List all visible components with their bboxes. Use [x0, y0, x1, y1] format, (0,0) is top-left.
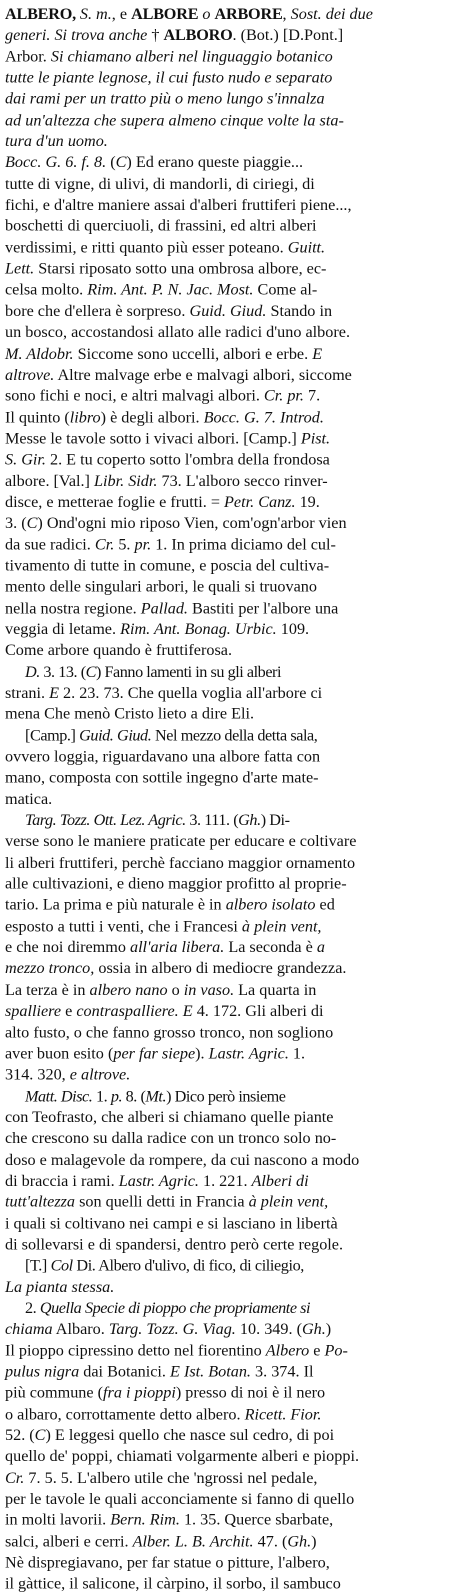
text-run: Arbor.	[5, 48, 51, 66]
entry-line	[5, 1213, 463, 1234]
text-run: tutte di vigne, di ulivi, di mandorli, di ciriegi, di	[5, 175, 315, 193]
italic-text: Lett.	[5, 260, 35, 278]
entry-line	[5, 301, 463, 322]
text-run: celsa molto.	[5, 281, 88, 299]
text-run: 19.	[295, 493, 320, 511]
italic-text: à plein vent,	[241, 917, 322, 935]
entry-line	[5, 1319, 463, 1340]
text-run: 52. (	[5, 1426, 35, 1445]
italic-text: Libr. Sidr.	[94, 472, 158, 490]
italic-text: a	[316, 939, 325, 957]
entry-line	[5, 1001, 463, 1022]
text-run: da sue radici.	[5, 536, 95, 554]
entry-line	[5, 407, 463, 428]
entry-line	[5, 1340, 463, 1361]
text-run: veggia di letame.	[5, 620, 121, 638]
text-run: 3. 13. (	[39, 663, 86, 681]
text-run: 8. (	[122, 1087, 146, 1105]
entry-line	[5, 1043, 463, 1064]
entry-line	[5, 237, 463, 258]
text-run: 4. 172. Gli alberi di	[192, 1002, 324, 1020]
italic-text: Rim. Ant. P. N. Jac. Most.	[87, 281, 254, 299]
text-run: fichi, e d'altre maniere assai d'alberi fruttiferi piene...,	[5, 196, 352, 214]
entry-line	[5, 958, 463, 979]
italic-text: Bocc. G. 7. Introd.	[203, 408, 324, 426]
entry-line	[5, 937, 463, 958]
text-run: 1. 221.	[198, 1172, 252, 1190]
text-run: ).	[195, 1045, 209, 1063]
text-run: dai Botanici.	[79, 1363, 171, 1381]
entry-line	[5, 916, 463, 937]
entry-line	[5, 767, 463, 788]
text-run: ) presso di noi è il nero	[175, 1384, 326, 1402]
text-run: 3. 111. (	[185, 811, 239, 829]
entry-line	[5, 470, 463, 491]
italic-text: Gh.	[301, 1320, 326, 1339]
entry-line	[5, 1022, 463, 1043]
text-run: 1. In prima diciamo del cul-	[151, 536, 336, 554]
text-run: 3. 374. Il	[250, 1363, 314, 1381]
text-run: disce, e metterae foglie e frutti. =	[5, 493, 225, 511]
italic-text: dai rami per un tratto più o meno lungo s'innalza	[5, 90, 325, 108]
italic-text: contraspalliere. E	[76, 1002, 193, 1020]
text-run: 109.	[276, 620, 310, 638]
italic-text: fra i pioppi	[103, 1384, 176, 1402]
text-run: Siccome sono uccelli, albori e erbe.	[73, 345, 313, 363]
italic-text: in vaso.	[183, 981, 235, 999]
text-run: Il quinto (	[5, 408, 70, 426]
entry-line	[5, 619, 463, 640]
text-run: †	[147, 26, 164, 44]
entry-line	[5, 1468, 463, 1489]
italic-text: all'aria libera.	[129, 939, 225, 957]
entry-line	[5, 1171, 463, 1192]
italic-text: spalliere	[5, 1002, 62, 1020]
text-run: alto fusto, o che fanno grosso tronco, non sogliono	[5, 1023, 334, 1042]
entry-line	[5, 746, 463, 767]
italic-text: generi. Si trova anche	[5, 26, 148, 44]
italic-text: D.	[25, 663, 40, 681]
text-run: esposto a tutti i venti, che i Francesi	[5, 917, 242, 935]
entry-line	[5, 1192, 463, 1213]
text-run: tivamento di tutte in comune, e poscia del cultiva-	[5, 557, 330, 575]
italic-text: Targ. Tozz. Ott. Lez. Agric.	[25, 811, 186, 829]
entry-line	[5, 725, 463, 746]
italic-text: mezzo tronco,	[5, 960, 95, 978]
entry-line	[5, 1489, 463, 1510]
italic-text: Sost. dei due	[290, 5, 373, 23]
italic-text: tutt'altezza	[5, 1193, 76, 1211]
italic-text: S. m.	[79, 5, 112, 23]
entry-line	[5, 704, 463, 725]
text-run: ovvero loggia, riguardavano una albore fatta con	[5, 748, 321, 766]
text-run: Nè dispregiavano, per far statue o pitture, l'albero,	[5, 1554, 330, 1572]
entry-line	[5, 449, 463, 470]
text-run: il gàttice, il salicone, il càrpino, il sorbo, il sambuco	[5, 1575, 341, 1593]
text-run: di braccia i rami.	[5, 1172, 119, 1190]
entry-line	[5, 789, 463, 810]
entry-line	[5, 1404, 463, 1425]
italic-text: M. Aldobr.	[5, 345, 74, 363]
text-run: (	[106, 154, 116, 172]
entry-line	[5, 258, 463, 279]
entry-line	[5, 1234, 463, 1255]
text-run: e	[309, 1342, 325, 1360]
text-run: ) Fanno lamenti in su gli alberi	[95, 663, 282, 681]
entry-line	[5, 174, 463, 195]
italic-text: per far siepe	[113, 1045, 196, 1063]
text-run: 314. 320,	[5, 1066, 70, 1084]
italic-text: pr.	[134, 536, 152, 554]
text-run: mento delle singulari arbori, le quali si truovano	[5, 578, 317, 596]
text-run: un bosco, accostandosi allato alle radici d'uno albore.	[5, 323, 350, 341]
text-run: Altre malvage erbe e malvagi albori, siccome	[54, 366, 352, 384]
italic-text: E	[312, 345, 323, 363]
entry-line	[5, 280, 463, 301]
text-run: Il pioppo cipressino detto nel fiorentino	[5, 1342, 266, 1360]
entry-line	[5, 895, 463, 916]
italic-text: Guitt.	[287, 239, 326, 257]
text-run: ) Ed erano queste piaggie...	[126, 154, 304, 172]
italic-text: Quella Specie di pioppo che propriamente si	[39, 1299, 311, 1317]
text-run: Starsi riposato sotto una ombrosa albore, ec-	[34, 260, 327, 278]
entry-line	[5, 1064, 463, 1085]
text-run: ) Di-	[260, 811, 290, 829]
text-run: strani.	[5, 684, 50, 702]
italic-text: S. Gir.	[5, 451, 46, 469]
entry-line	[5, 513, 463, 534]
entry-line	[5, 1086, 463, 1107]
entry-line	[5, 25, 463, 46]
italic-text: albero isolato	[225, 896, 316, 914]
text-run: di sollevarsi e di spandersi, dentro però certe regole.	[5, 1236, 344, 1254]
italic-text: Targ. Tozz. G. Viag.	[108, 1320, 236, 1339]
italic-text: Gh.	[287, 1533, 312, 1551]
text-run: La quarta in	[234, 981, 317, 999]
entry-line	[5, 195, 463, 216]
entry-line	[5, 1298, 463, 1319]
text-run: ) Dico però insieme	[166, 1087, 286, 1105]
entry-line	[5, 46, 463, 67]
italic-text: ad un'altezza che supera almeno cinque volte la sta-	[5, 111, 344, 129]
italic-text: Matt. Disc.	[25, 1087, 93, 1105]
text-run: aver buon esito (	[5, 1045, 114, 1063]
text-run: verdissimi, e ritti quanto più esser poteano.	[5, 239, 288, 257]
text-run: più commune (	[5, 1384, 104, 1402]
italic-text: Guid. Giud.	[189, 302, 267, 320]
text-run: bore che d'ellera è sorpreso.	[5, 302, 190, 320]
entry-line	[5, 428, 463, 449]
entry-line	[5, 343, 463, 364]
entry-line	[5, 577, 463, 598]
entry-line	[5, 131, 463, 152]
text-run: per le tavole le quali acconciamente si fanno di quello	[5, 1490, 355, 1508]
entry-line	[5, 810, 463, 831]
text-run: albore. [Val.]	[5, 472, 94, 490]
entry-line	[5, 683, 463, 704]
entry-line	[5, 152, 463, 173]
text-run: matica.	[5, 790, 53, 808]
entry-line	[5, 874, 463, 895]
text-run: boschetti di querciuoli, di frassini, ed altri alberi	[5, 217, 317, 235]
text-run: ) E leggesi quello che nasce sul cedro, di poi	[45, 1426, 335, 1445]
italic-text: Cr.	[5, 1469, 25, 1487]
text-run: o albaro, corrottamente detto albero.	[5, 1405, 245, 1423]
headword: ALBERO,	[5, 5, 80, 23]
entry-line	[5, 89, 463, 110]
text-run: La seconda è	[224, 939, 317, 957]
entry-line	[5, 1446, 463, 1467]
italic-text: Cr.	[94, 536, 115, 554]
entry-line	[5, 598, 463, 619]
italic-text: Lastr. Agric.	[118, 1172, 199, 1190]
italic-text: Si chiamano alberi nel linguaggio botanico	[50, 48, 333, 66]
italic-text: Petr. Canz.	[224, 493, 296, 511]
italic-text: Alberi di	[251, 1172, 309, 1190]
text-run: Come al-	[253, 281, 318, 299]
entry-line	[5, 1255, 463, 1276]
italic-text: o	[198, 5, 215, 23]
entry-line	[5, 1425, 463, 1446]
text-run: La terza è in	[5, 981, 90, 999]
entry-line	[5, 1128, 463, 1149]
text-run: 10. 349. (	[235, 1320, 302, 1339]
text-run: ossia in albero di mediocre grandezza.	[94, 960, 347, 978]
text-run: Albaro.	[52, 1320, 109, 1339]
entry-line	[5, 364, 463, 385]
entry-line	[5, 216, 463, 237]
text-run: e	[61, 1002, 77, 1020]
italic-text: tutte le piante legnose, il cui fusto nudo e separato	[5, 69, 333, 87]
italic-text: e altrove.	[69, 1066, 131, 1084]
italic-text: Rim. Ant. Bonag. Urbic.	[120, 620, 277, 638]
italic-text: E	[49, 684, 59, 702]
entry-line	[5, 1510, 463, 1531]
text-run: li alberi fruttiferi, perchè facciano maggior ornamento	[5, 854, 356, 872]
text-run: con Teofrasto, che alberi si chiamano quelle piante	[5, 1108, 334, 1126]
text-run: )	[311, 1533, 317, 1551]
italic-text: libro	[69, 408, 101, 426]
headword: ARBORE	[214, 5, 283, 23]
text-run: ) Ond'ogni mio riposo Vien, com'ogn'arbor vien	[37, 514, 347, 532]
italic-text: Mt.	[145, 1087, 167, 1105]
italic-text: albero nano	[89, 981, 168, 999]
text-run: Stando in	[266, 302, 333, 320]
text-run: ) è degli albori.	[100, 408, 204, 426]
italic-text: Po-	[324, 1342, 348, 1360]
headword: ALBORO	[163, 26, 233, 44]
text-run: [T.]	[25, 1257, 51, 1275]
text-run: )	[325, 1320, 332, 1339]
italic-text: Pallad.	[140, 599, 188, 617]
text-run: doso e malagevole da rompere, da cui nascono a modo	[5, 1151, 360, 1169]
text-run: [Camp.]	[25, 726, 80, 745]
entry-line	[5, 110, 463, 131]
text-run: 1.	[288, 1045, 306, 1063]
entry-line	[5, 852, 463, 873]
italic-text: Ricett. Fior.	[244, 1405, 322, 1423]
italic-text: C	[34, 1426, 46, 1445]
italic-text: pulus nigra	[5, 1363, 80, 1381]
entry-line	[5, 1361, 463, 1382]
text-run: 5.	[114, 536, 135, 554]
text-run: Come arbore quando è fruttiferosa.	[5, 642, 232, 660]
text-run: 7.	[303, 387, 321, 405]
text-run: e che noi diremmo	[5, 939, 130, 957]
text-run: sono fichi e noci, e altri malvagi albori.	[5, 387, 264, 405]
italic-text: Col	[50, 1257, 73, 1275]
entry-line	[5, 386, 463, 407]
entry-line	[5, 534, 463, 555]
text-run: Di. Albero d'ulivo, di fico, di ciliegio,	[72, 1257, 304, 1275]
italic-text: chiama	[5, 1320, 53, 1339]
text-run: 2. E tu coperto sotto l'ombra della frondosa	[45, 451, 330, 469]
italic-text: Alber. L. B. Archit.	[132, 1533, 254, 1551]
entry-line	[5, 1277, 463, 1298]
italic-text: C	[85, 663, 96, 681]
italic-text: tura d'un uomo.	[5, 132, 108, 151]
italic-text: Bern. Rim.	[110, 1511, 180, 1529]
italic-text: à plein vent,	[248, 1193, 329, 1211]
text-run: Nel mezzo della detta sala,	[151, 726, 318, 745]
entry-line	[5, 67, 463, 88]
text-run: 7. 5. 5. L'albero utile che 'ngrossi nel pedale,	[24, 1469, 318, 1487]
headword: ALBORE	[131, 5, 199, 23]
entry-line	[5, 1552, 463, 1573]
italic-text: E Ist. Botan.	[170, 1363, 251, 1381]
italic-text: Gh.	[238, 811, 261, 829]
text-run: tario. La prima e più naturale è in	[5, 896, 226, 914]
italic-text: p.	[110, 1087, 123, 1105]
entry-line	[5, 1383, 463, 1404]
italic-text: Guid. Giud.	[79, 726, 152, 745]
text-run: salci, alberi e cerri.	[5, 1533, 133, 1551]
text-run: mano, composta con sottile ingegno d'arte mate-	[5, 769, 319, 787]
text-run: Bastiti per l'albore una	[187, 599, 339, 617]
italic-text: Bocc. G. 6. f. 8.	[5, 154, 107, 172]
text-run: 2. 23. 73. Che quella voglia all'arbore ci	[58, 684, 323, 702]
text-run: quello de' poppi, chiamati volgarmente alberi e pioppi.	[5, 1448, 359, 1466]
text-run: 3. (	[5, 514, 27, 532]
text-run: i quali si coltivano nei campi e si lasciano in libertà	[5, 1214, 338, 1232]
text-run: alle cultivazioni, e dieno maggior profitto al proprie-	[5, 875, 347, 893]
text-run: . (Bot.) [D.Pont.]	[232, 26, 344, 44]
text-run: 47. (	[253, 1533, 288, 1551]
text-run: Messe le tavole sotto i vivaci albori. [Camp.]	[5, 429, 301, 448]
entry-line	[5, 640, 463, 661]
entry-line	[5, 980, 463, 1001]
entry-line	[5, 661, 463, 682]
italic-text: C	[26, 514, 38, 532]
text-run: verse sono le maniere praticate per educare e coltivare	[5, 833, 357, 851]
entry-line	[5, 1574, 463, 1595]
italic-text: Lastr. Agric.	[208, 1045, 289, 1063]
entry-line	[5, 4, 463, 25]
text-run: , e	[111, 5, 132, 23]
italic-text: C	[115, 154, 127, 172]
italic-text: La pianta stessa.	[5, 1278, 115, 1296]
text-run: in molti lavorii.	[5, 1511, 111, 1529]
text-run: 1. 35. Querce sbarbate,	[179, 1511, 334, 1529]
text-run: mena Che menò Cristo lieto a dire Eli.	[5, 705, 255, 723]
italic-text: Cr. pr.	[263, 387, 304, 405]
entry-line	[5, 1149, 463, 1170]
text-run: ed	[315, 896, 335, 914]
entry-line	[5, 322, 463, 343]
dictionary-entry-albero	[5, 4, 463, 1595]
italic-text: altrove.	[5, 366, 55, 384]
entry-line	[5, 492, 463, 513]
italic-text: Albero	[265, 1342, 310, 1360]
text-run: o	[167, 981, 184, 999]
entry-line	[5, 1107, 463, 1128]
text-run: 1.	[92, 1087, 111, 1105]
text-run: 2.	[25, 1299, 40, 1317]
text-run: ,	[282, 5, 291, 23]
text-run: nella nostra regione.	[5, 599, 141, 617]
text-run: che crescono su dalla radice con un tronco solo no-	[5, 1129, 337, 1148]
italic-text: Pist.	[300, 429, 331, 448]
entry-line	[5, 831, 463, 852]
text-run: son quelli detti in Francia	[75, 1193, 249, 1211]
entry-line	[5, 555, 463, 576]
entry-line	[5, 1531, 463, 1552]
text-run: 73. L'alboro secco rinver-	[157, 472, 328, 490]
